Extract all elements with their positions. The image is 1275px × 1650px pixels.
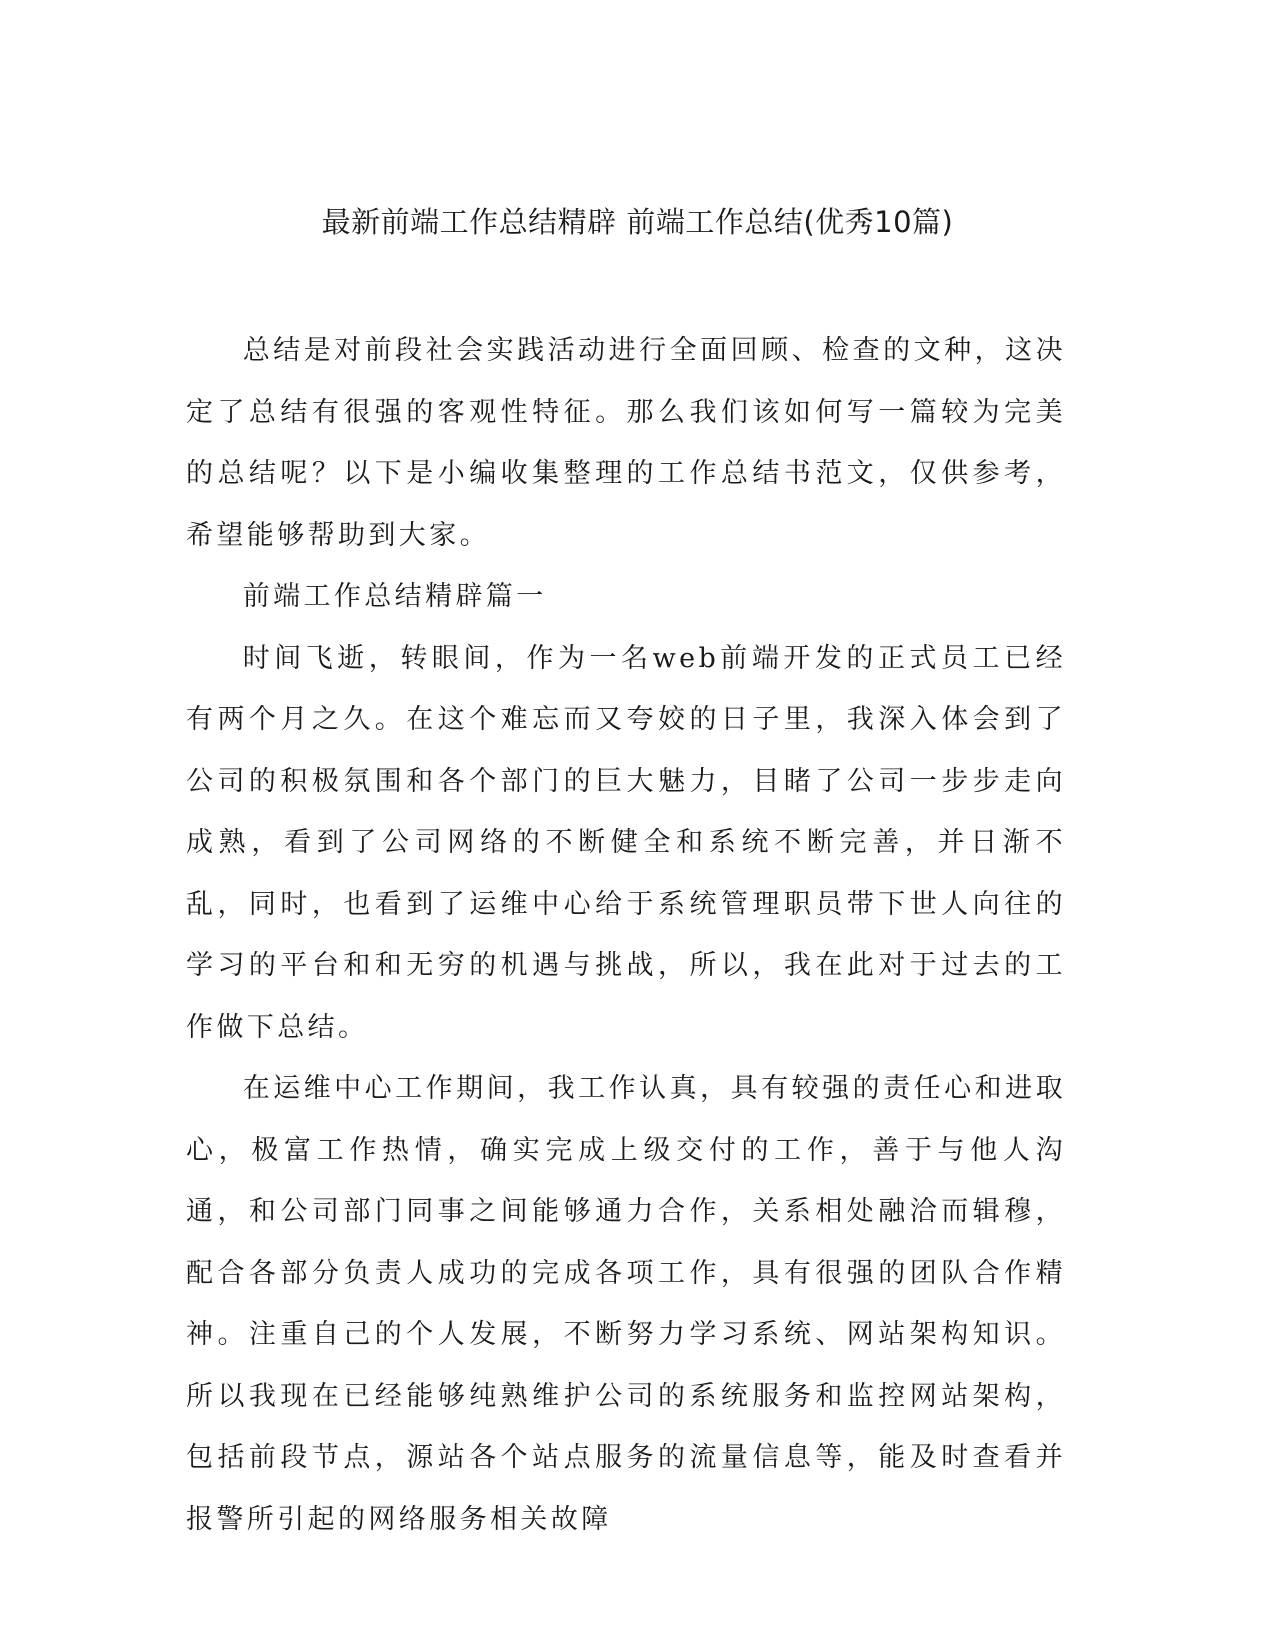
document-title: 最新前端工作总结精辟 前端工作总结(优秀10篇) <box>321 205 954 239</box>
intro-paragraph: 总结是对前段社会实践活动进行全面回顾、检查的文种，这决定了总结有很强的客观性特征。那么我们该如何写一篇较为完美的总结呢？以下是小编收集整理的工作总结书范文，仅供参考，希望能够帮助到大家。 <box>186 335 1066 551</box>
document-body <box>186 320 1066 1550</box>
section-heading: 前端工作总结精辟篇一 <box>242 581 547 612</box>
body-paragraph: 在运维中心工作期间，我工作认真，具有较强的责任心和进取心，极富工作热情，确实完成上级交付的工作，善于与他人沟通，和公司部门同事之间能够通力合作，关系相处融洽而辑穆，配合各部分负责人成功的完成各项工作，具有很强的团队合作精神。注重自己的个人发展，不断努力学习系统、网站架构知识。所以我现在已经能够纯熟维护公司的系统服务和监控网站架构，包括前段节点，源站各个站点服务的流量信息等，能及时查看并报警所引起的网络服务相关故障 <box>186 1073 1066 1535</box>
body-paragraph: 时间飞逝，转眼间，作为一名web前端开发的正式员工已经有两个月之久。在这个难忘而又夸姣的日子里，我深入体会到了公司的积极氛围和各个部门的巨大魅力，目睹了公司一步步走向成熟，看到了公司网络的不断健全和系统不断完善，并日渐不乱，同时，也看到了运维中心给于系统管理职员带下世人向往的学习的平台和和无穷的机遇与挑战，所以，我在此对于过去的工作做下总结。 <box>186 642 1066 1043</box>
